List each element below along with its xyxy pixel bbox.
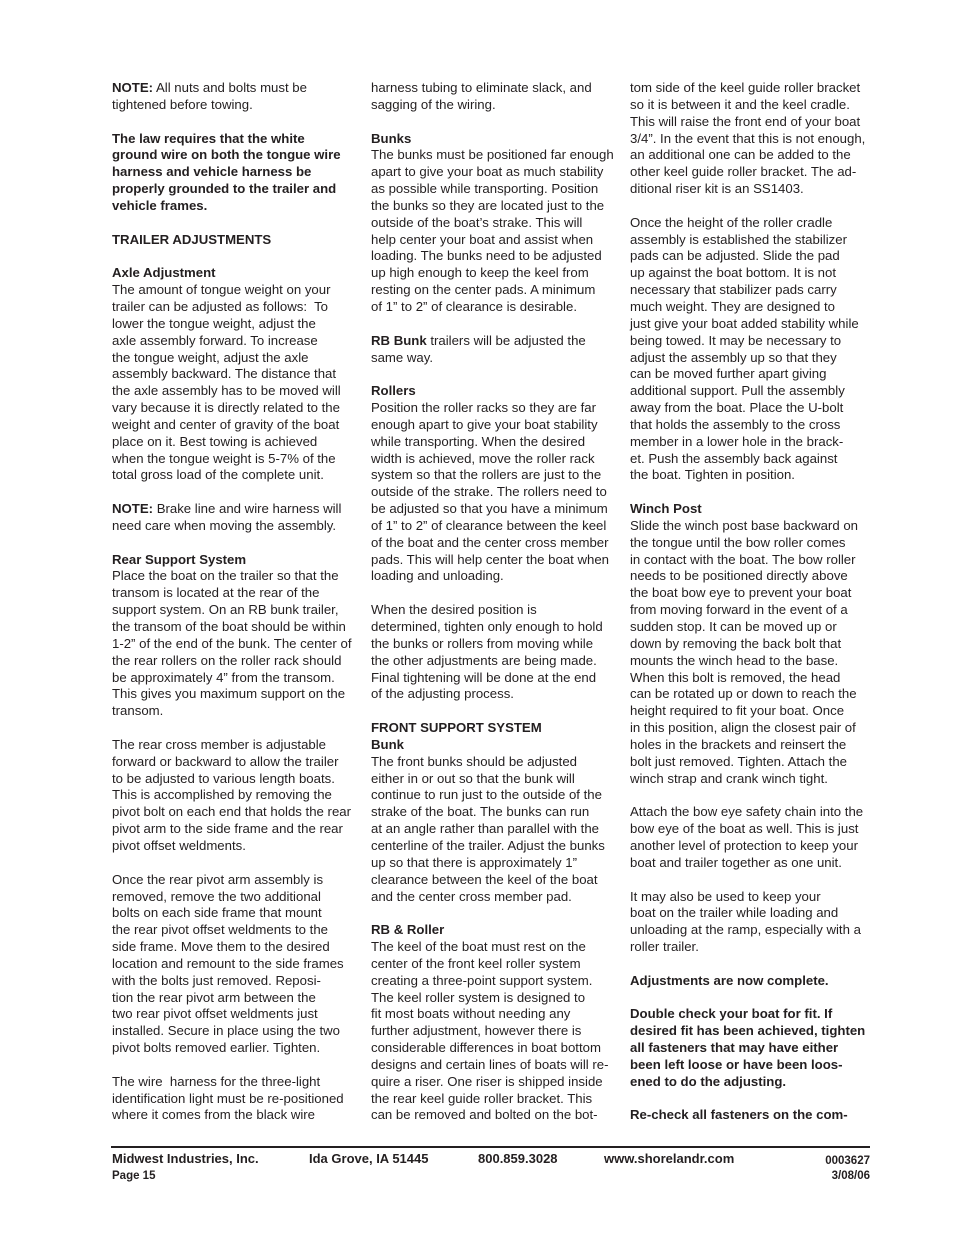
axle-adjustment-heading: Axle Adjustment: [112, 265, 216, 281]
footer-doc-number: 0003627: [825, 1155, 870, 1167]
bracket-continued-text: tom side of the keel guide roller bracket so it is between it and the keel cradle. This will raise the front end of your boat 3/4”. In the event that this is not enough, an additional one can be added to the other keel guide roller bracket. The ad- ditional riser kit is an SS1403.: [630, 80, 866, 197]
footer-date: 3/08/06: [831, 1170, 870, 1182]
rear-cross-member-text: The rear cross member is adjustable forward or backward to allow the trailer to be adjusted to various length boats. This is accomplished by removing the pivot bolt on each end that holds the rear pivot arm to the side frame and the rear pivot offset weldments.: [112, 736, 352, 853]
note-brake-line: [112, 501, 353, 535]
winch-post-text: Slide the winch post base backward on the tongue until the bow roller comes in contact with the boat. The bow roller needs to be positioned directly above the boat bow eye to prevent your boat from moving forward in the event of a sudden stop. It can be moved up or down by removing the back bolt that mounts the winch head to the base. When this bolt is removed, the head can be rotated up or down to reach the height required to fit your boat. Once in this position, align the closest pair of holes in the brackets and reinsert the bolt just removed. Tighten. Attach the winch strap and crank winch tight.: [630, 517, 858, 786]
rb-roller-heading: RB & Roller: [371, 922, 445, 938]
rb-roller-text: The keel of the boat must rest on the center of the front keel roller system creating a three-point support system. The keel roller system is designed to fit most boats without needing any further adjustment, however there is considerable differences in boat bottom designs and certain lines of boats will re- quire a riser. One riser is shipped inside the rear keel guide roller bracket. This can be removed and bolted on the bot-: [371, 939, 609, 1123]
trailer-adjustments-heading: TRAILER ADJUSTMENTS: [112, 231, 272, 247]
footer-website: www.shorelandr.com: [604, 1151, 735, 1166]
front-bunk-text: The front bunks should be adjusted either in or out so that the bunk will continue to run just to the outside of the strake of the boat. The bunks can run at an angle rather than parallel with the centerline of the trailer. Adjust the bunks up so that there is approximately 1” clearance between the keel of the boat and the center cross member pad.: [371, 753, 605, 904]
front-bunk-heading: Bunk: [371, 736, 404, 752]
bunks-text: The bunks must be positioned far enough apart to give your boat as much stability as possible while transporting. Position the bunks so they are located just to the outside of the boat’s strake. This will help center your boat and assist when loading. The bunks need to be adjusted up high enough to keep the keel from resting on the center pads. A minimum of 1” to 2” of clearance is desirable.: [371, 147, 614, 314]
footer-company: Midwest Industries, Inc.: [112, 1151, 259, 1166]
rear-pivot-arm-text: Once the rear pivot arm assembly is removed, remove the two additional bolts on each side frame that mount the rear pivot offset weldments to the side frame. Move them to the desired location and remount to the side frames with the bolts just removed. Reposi- tion the rear pivot arm between the two rear pivot offset weldments just installed. Secure in place using the two pivot bolts removed earlier. Tighten.: [112, 871, 344, 1056]
desired-position-text: When the desired position is determined, tighten only enough to hold the bunks or rollers from moving while the other adjustments are being made. Final tightening will be done at the end of the adjusting process.: [371, 602, 603, 702]
rollers-heading: Rollers: [371, 383, 416, 399]
rb-bunk-text: [371, 333, 612, 367]
safety-chain-text: Attach the bow eye safety chain into the bow eye of the boat as well. This is just another level of protection to keep your boat and trailer together as one unit.: [630, 804, 864, 870]
note-text-cont: tightened before towing.: [112, 96, 253, 112]
note-label: NOTE:: [112, 501, 154, 517]
rollers-text: Position the roller racks so they are far enough apart to give your boat stability while transporting. When the desired width is achieved, move the roller rack system so that the rollers are just to the outside of the strake. The rollers need to be adjusted so that you have a minimum of 1” to 2” of clearance between the keel of the boat and the center cross member pads. This will help center the boat when loading and unloading.: [371, 400, 610, 584]
footer-city: Ida Grove, IA 51445: [309, 1151, 429, 1166]
note-tighten: [112, 80, 353, 114]
note-text-cont: need care when moving the assembly.: [112, 517, 337, 533]
loading-text: It may also be used to keep your boat on the trailer while loading and unloading at the ramp, especially with a roller trailer.: [630, 888, 861, 955]
note-label: NOTE:: [112, 80, 154, 95]
harness-continued-text: harness tubing to eliminate slack, and sagging of the wiring.: [371, 80, 592, 112]
front-support-heading: FRONT SUPPORT SYSTEM: [371, 720, 542, 736]
adjustments-complete: Adjustments are now complete.: [630, 972, 829, 988]
axle-adjustment-text: The amount of tongue weight on your trailer can be adjusted as follows: To lower the tongue weight, adjust the axle assembly forward. To increase the tongue weight, adjust the axle assembly backward. The distance that the axle assembly has to be moved will vary because it is directly related to the weight and center of gravity of the boat place on it. Best towing is achieved when the tongue weight is 5-7% of the total gross load of the complete unit.: [112, 282, 341, 483]
rear-support-heading: Rear Support System: [112, 551, 247, 567]
bunks-heading: Bunks: [371, 130, 412, 146]
column-1: [112, 80, 353, 1124]
rb-bunk-text-cont: same way.: [371, 349, 434, 365]
wire-harness-text: The wire harness for the three-light identification light must be re-positioned where it comes from the black wire: [112, 1073, 344, 1123]
footer-divider: [111, 1146, 870, 1148]
stabilizer-pads-text: Once the height of the roller cradle assembly is established the stabilizer pads can be adjusted. Slide the pad up against the boat bottom. It is not necessary that stabilizer pads carry much weight. They are designed to just give your boat added stability while being towed. It may be necessary to adjust the assembly up so that they can be moved further apart giving additional support. Pull the assembly away from the boat. Place the U-bolt that holds the assembly to the cross member in a lower hole in the brack- et. Push the assembly back against the boat. Tighten in position.: [630, 214, 859, 483]
rb-bunk-text-first: trailers will be adjusted the: [426, 332, 586, 348]
note-text: All nuts and bolts must be: [153, 80, 307, 95]
ground-wire-warning: The law requires that the white ground wire on both the tongue wire harness and vehicle harness be properly grounded to the trailer and vehicle frames.: [112, 130, 341, 213]
rear-support-text: Place the boat on the trailer so that the transom is located at the rear of the support system. On an RB bunk trailer, the transom of the boat should be within 1-2” of the end of the bunk. The center of the rear rollers on the roller rack should be approximately 4” from the transom. This gives you maximum support on the transom.: [112, 568, 352, 719]
footer-page-number: Page 15: [112, 1170, 156, 1182]
rb-bunk-label: RB Bunk: [371, 332, 427, 348]
recheck-text: Re-check all fasteners on the com-: [630, 1107, 848, 1123]
column-3: [630, 80, 871, 1124]
double-check-text: Double check your boat for fit. If desired fit has been achieved, tighten all fasteners that may have either been left loose or have been loos- ened to do the adjusting.: [630, 1006, 866, 1089]
note-text: Brake line and wire harness will: [153, 501, 342, 517]
footer-phone: 800.859.3028: [478, 1151, 558, 1166]
column-2: [371, 80, 612, 1124]
winch-post-heading: Winch Post: [630, 501, 702, 517]
